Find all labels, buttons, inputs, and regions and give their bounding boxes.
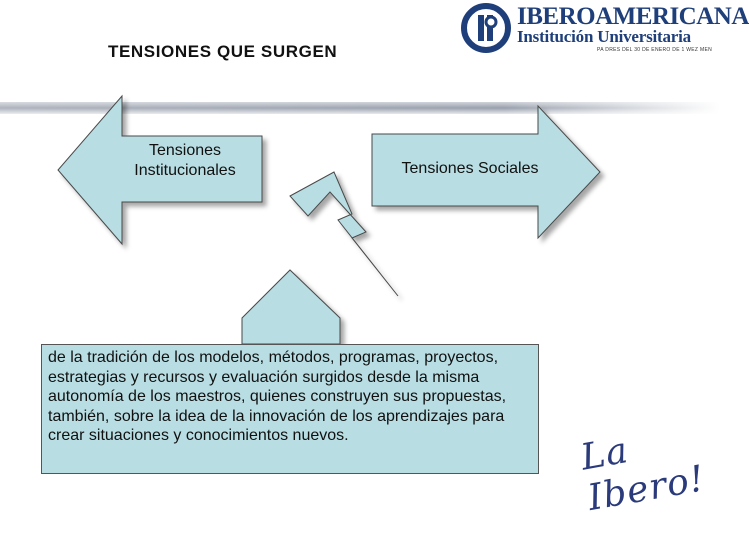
slogan-text: La Ibero!	[577, 430, 709, 519]
description-box: de la tradición de los modelos, métodos, programas, proyectos, estrategias y recursos y evaluación surgidos desde la misma autonomía de los maestros, quienes construyen sus propuestas, también, sobre la idea de la innovación de los aprendizajes para crear situaciones y conocimientos nuevos.	[41, 344, 539, 474]
logo-name: IBEROAMERICANA	[517, 3, 749, 30]
logo-tagline: PA DRES DEL 30 DE ENERO DE 1 WEZ MEN	[597, 47, 712, 53]
left-arrow-label: Tensiones Institucionales	[134, 142, 236, 179]
right-arrow-label: Tensiones Sociales	[401, 160, 539, 177]
up-arrow-shape	[242, 270, 340, 344]
slide-title: TENSIONES QUE SURGEN	[108, 42, 338, 61]
logo-subtitle: Institución Universitaria	[517, 27, 691, 46]
